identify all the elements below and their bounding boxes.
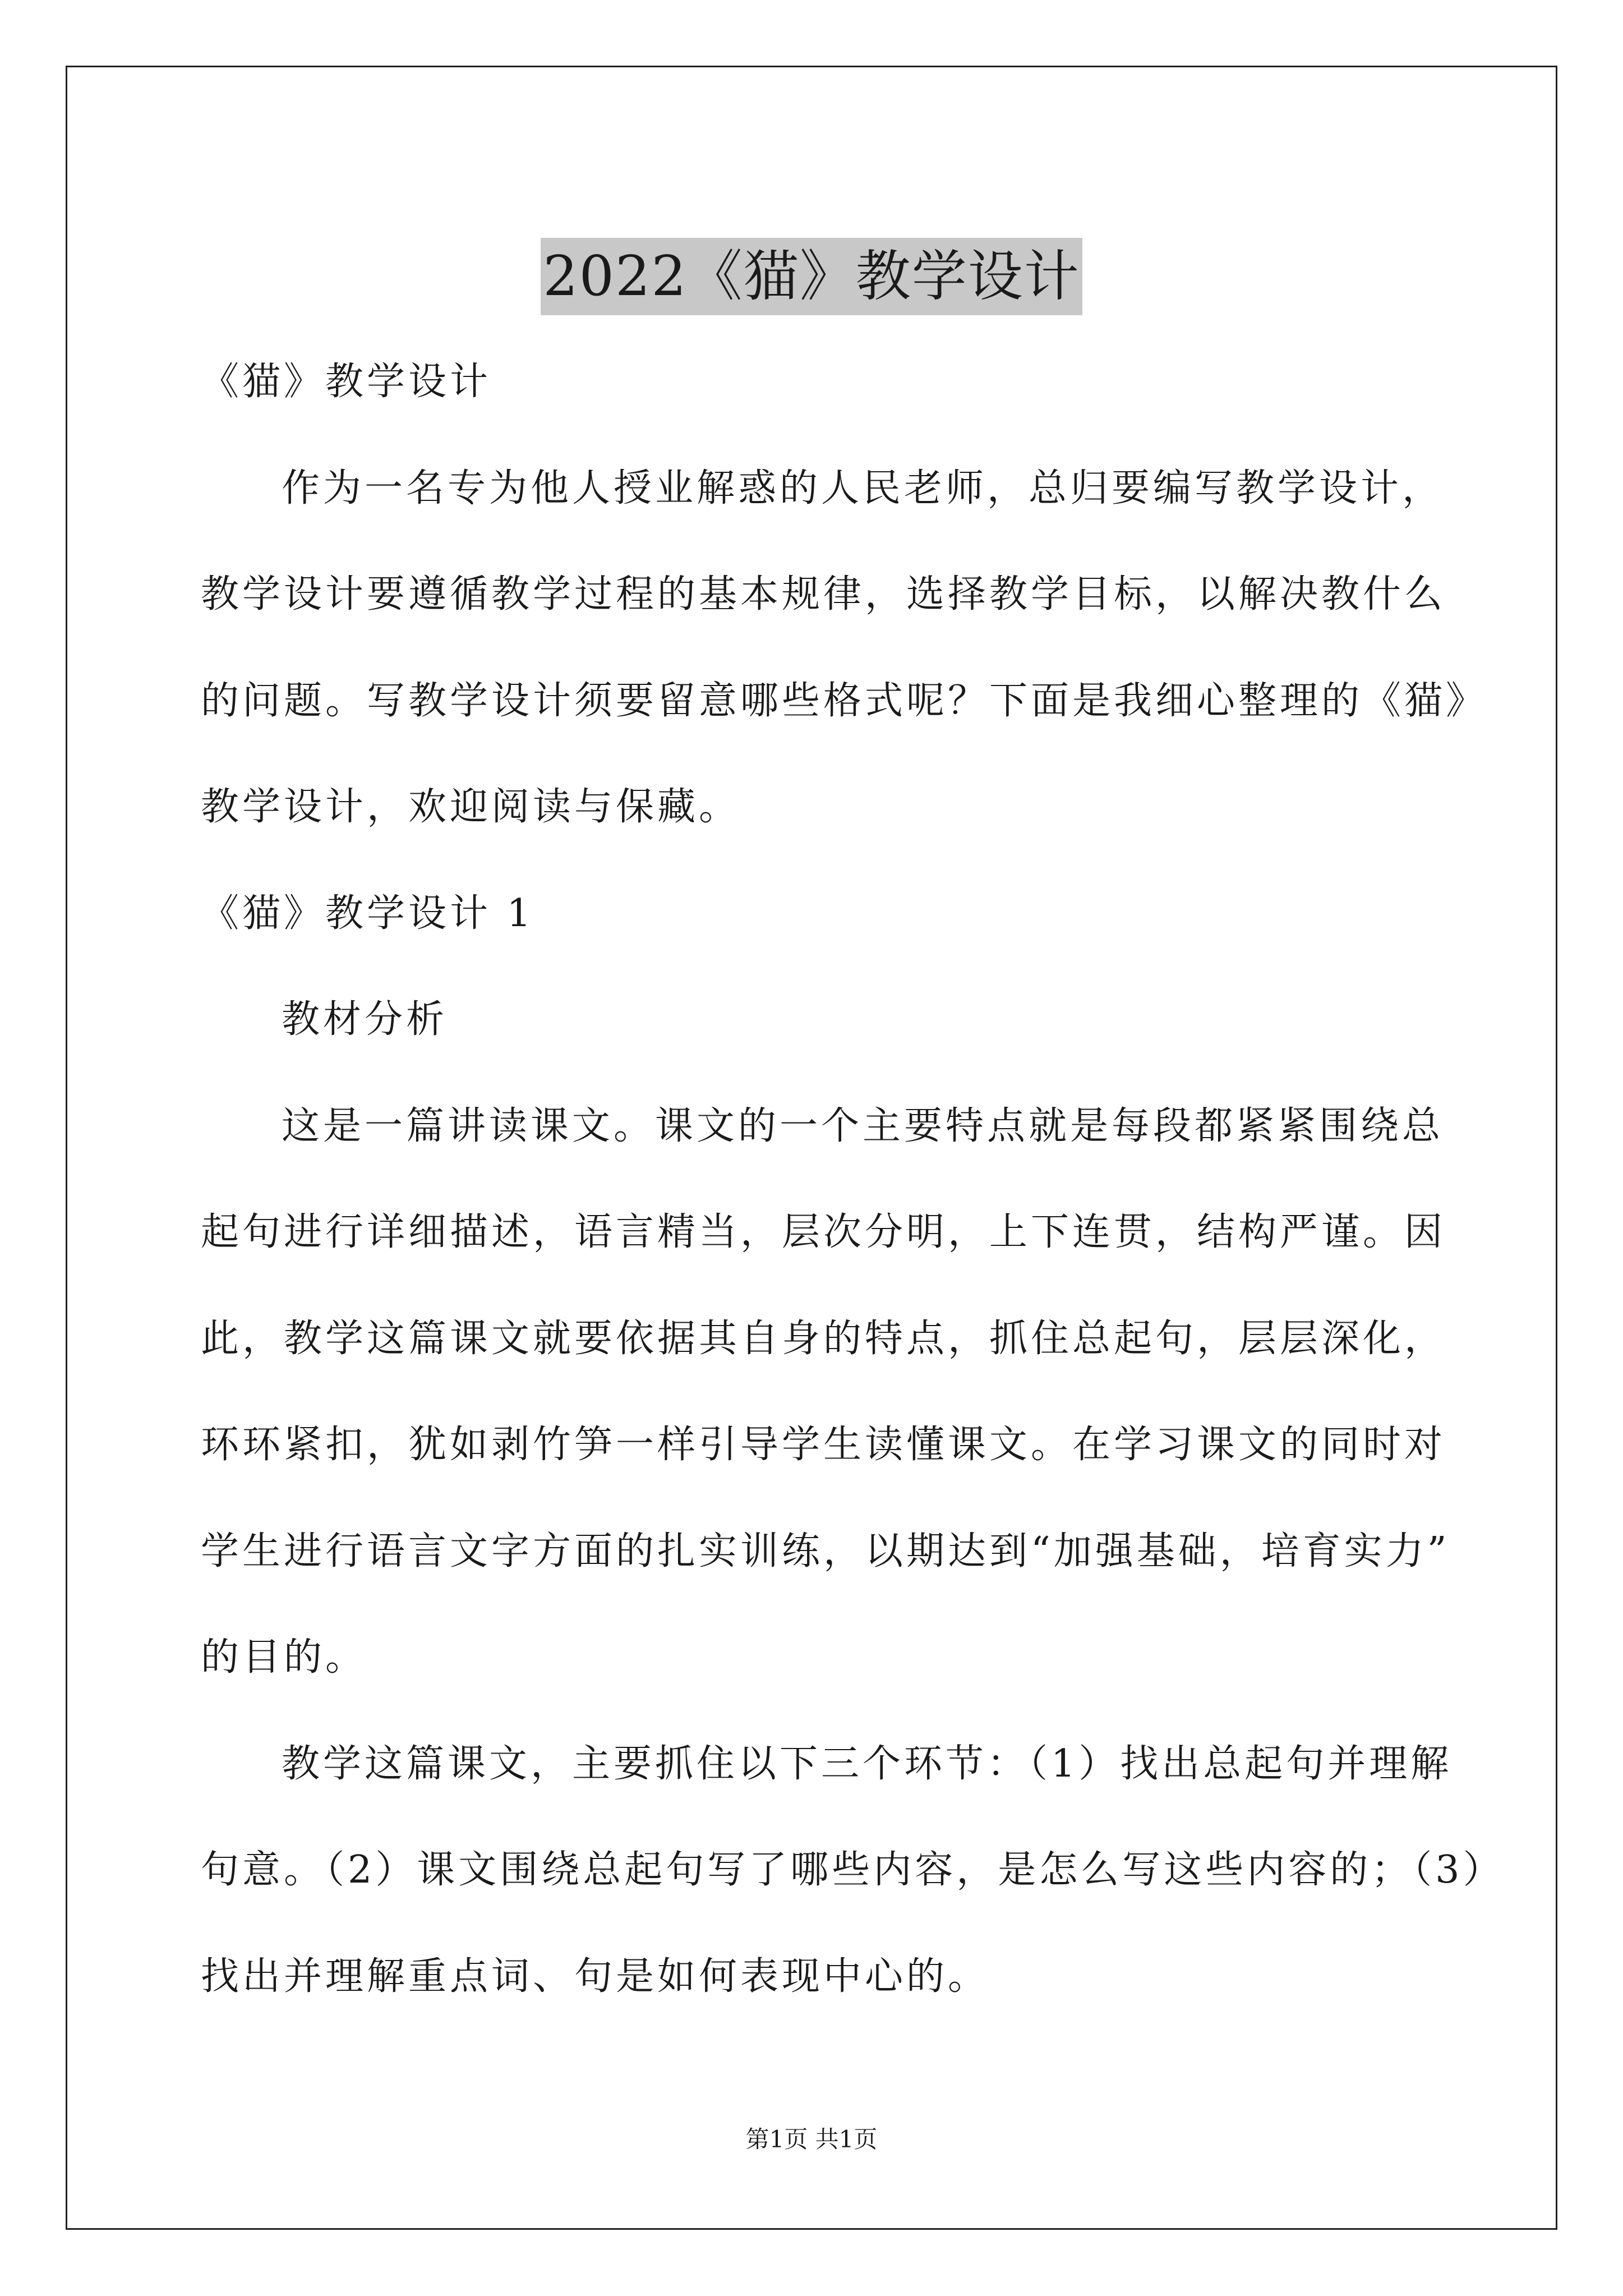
page-footer: 第1页 共1页 — [745, 2125, 878, 2153]
title-container — [0, 201, 1623, 352]
paragraph-line: 环环紧扣，犹如剥竹笋一样引导学生读懂课文。在学习课文的同时对 — [201, 1423, 1446, 1467]
paragraph-line: 学生进行语言文字方面的扎实训练，以期达到“加强基础，培育实力” — [201, 1529, 1450, 1573]
paragraph-line: 的目的。 — [201, 1635, 367, 1680]
paragraph-line: 教学设计要遵循教学过程的基本规律，选择教学目标，以解决教什么 — [201, 572, 1446, 616]
subtitle-line: 《猫》教学设计 — [201, 360, 492, 404]
paragraph-line: 教学这篇课文，主要抓住以下三个环节：（1）找出总起句并理解 — [282, 1742, 1453, 1786]
paragraph-line: 起句进行详细描述，语言精当，层次分明，上下连贯，结构严谨。因 — [201, 1210, 1446, 1254]
paragraph-line: 此，教学这篇课文就要依据其自身的特点，抓住总起句，层层深化， — [201, 1317, 1446, 1361]
paragraph-line: 教学设计，欢迎阅读与保藏。 — [201, 785, 741, 829]
paragraph-line: 的问题。写教学设计须要留意哪些格式呢？下面是我细心整理的《猫》 — [201, 679, 1488, 723]
paragraph-line: 这是一篇讲读课文。课文的一个主要特点就是每段都紧紧围绕总 — [282, 1104, 1444, 1148]
paragraph-line: 找出并理解重点词、句是如何表现中心的。 — [201, 1954, 990, 1999]
section-heading: 《猫》教学设计 1 — [201, 891, 534, 936]
paragraph-line: 句意。（2）课文围绕总起句写了哪些内容，是怎么写这些内容的；（3） — [201, 1848, 1505, 1892]
subsection-heading: 教材分析 — [282, 997, 448, 1042]
paragraph-line: 作为一名专为他人授业解惑的人民老师，总归要编写教学设计， — [282, 466, 1444, 510]
document-title: 2022《猫》教学设计 — [541, 238, 1082, 315]
